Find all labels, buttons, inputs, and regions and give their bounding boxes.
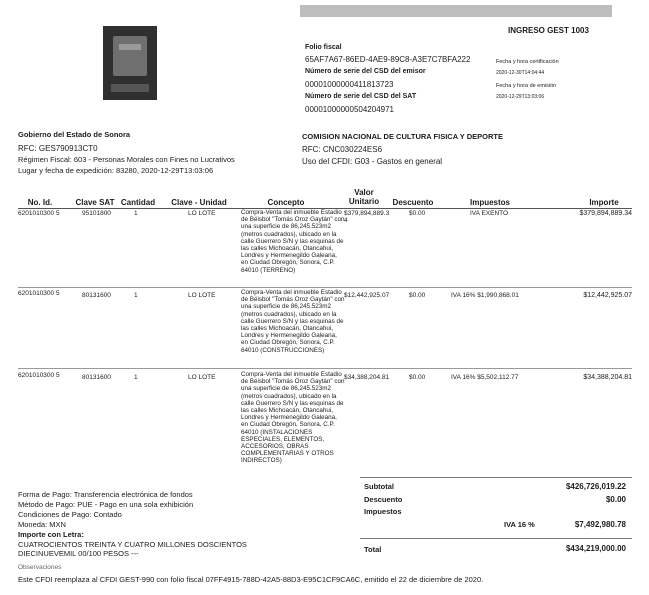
row2-clave: 80131600 (82, 292, 111, 299)
row1-impuestos: IVA EXENTO (470, 210, 509, 217)
totals-top-rule (360, 477, 632, 478)
header-bar (300, 5, 612, 17)
payment-forma: Forma de Pago: Transferencia electrónica de fondos (18, 490, 193, 499)
csd-emisor-label: Número de serie del CSD del emisor (305, 68, 426, 75)
emisor-name: Gobierno del Estado de Sonora (18, 130, 131, 139)
discount-label: Descuento (364, 495, 403, 504)
csd-sat-label: Número de serie del CSD del SAT (305, 93, 417, 100)
row1-id: 6201010300 5 (18, 210, 60, 217)
emission-label: Fecha y hora de emisión (496, 83, 557, 89)
row3-descuento: $0.00 (409, 374, 426, 381)
folio-label: Folio fiscal (305, 44, 342, 51)
row1-importe: $379,894,889.34 (579, 210, 632, 217)
row2-id: 6201010300 5 (18, 290, 60, 297)
row-divider (18, 368, 632, 369)
observations-text: Este CFDI reemplaza al CFDI GEST-990 con folio fiscal 07FF4915-788D-42A5-88D3-E95C1CF9CA6C, emitido el 22 de diciembre de 2020. (18, 575, 484, 584)
amount-in-words-label: Importe con Letra: (18, 530, 84, 539)
folio-value: 65AF7A67-86ED-4AE9-89C8-A3E7C7BFA222 (305, 55, 471, 64)
header-importe: Importe (589, 198, 619, 207)
header-cantidad: Cantidad (120, 198, 156, 207)
document-title: INGRESO GEST 1003 (508, 26, 589, 35)
header-clave-sat: Clave SAT (75, 198, 115, 207)
header-impuestos: Impuestos (469, 198, 510, 207)
payment-metodo: Método de Pago: PUE - Pago en una sola exhibición (18, 500, 194, 509)
emisor-lugar: Lugar y fecha de expedición: 83280, 2020-12-29T13:03:06 (18, 166, 214, 175)
csd-sat-value: 00001000000504204971 (305, 105, 394, 114)
row3-impuestos: IVA 16% $5,502,112.77 (451, 374, 519, 381)
totals-bottom-rule (360, 538, 632, 539)
payment-moneda: Moneda: MXN (18, 520, 66, 529)
header-valor-unitario: Valor Unitario (348, 188, 380, 206)
emission-value: 2020-12-29T13:03:06 (496, 94, 545, 100)
amount-in-words: CUATROCIENTOS TREINTA Y CUATRO MILLONES DOSCIENTOS DIECINUEVEMIL 00/100 PESOS --- (18, 540, 247, 558)
row2-descuento: $0.00 (409, 292, 426, 299)
row2-unidad: LO LOTE (188, 292, 216, 299)
row1-descuento: $0.00 (409, 210, 426, 217)
certification-value: 2020-12-30T14:04:44 (496, 70, 545, 76)
row3-id: 6201010300 5 (18, 372, 60, 379)
row-divider (18, 287, 632, 288)
row2-concepto: Compra-Venta del inmueble Estadio de Béisbol "Tomás Oroz Gaytán" con una superficie de 86,245.523m2 (metros cuadrados), ubicado en la calle Guerrero S/N y las esquinas de las calles Michoacán, Otancahui, Londres y Hermenegildo Galeana, en Ciudad Obregón, Sonora, C.P. 64010 (CONSTRUCCIONES) (241, 289, 345, 354)
row1-unidad: LO LOTE (188, 210, 216, 217)
receptor-uso: Uso del CFDI: G03 - Gastos en general (302, 157, 443, 166)
row2-importe: $12,442,925.07 (583, 292, 632, 299)
row3-concepto: Compra-Venta del inmueble Estadio de Béisbol "Tomás Oroz Gaytán" con una superficie de 86,245.523m2 (metros cuadrados), ubicado en la calle Guerrero S/N y las esquinas de las calles Michoacán, Otancahui, Londres y Hermenegildo Galeana, en Ciudad Obregón, Sonora, C.P. 64010 (INSTALACIONES ESPECIALES, ELEMENTOS, ACCESORIOS, OBRAS COMPLEMENTARIAS Y OTROS INDIRECTOS) (241, 371, 345, 465)
header-no-id: No. Id. (27, 198, 53, 207)
row3-valor: $34,388,204.81 (344, 374, 390, 381)
total-label: Total (364, 545, 382, 554)
row3-unidad: LO LOTE (188, 374, 216, 381)
emisor-regimen: Régimen Fiscal: 603 - Personas Morales con Fines no Lucrativos (18, 155, 235, 164)
row2-impuestos: IVA 16% $1,990,868.01 (451, 292, 519, 299)
state-seal-logo (103, 26, 157, 100)
header-descuento: Descuento (392, 198, 434, 207)
subtotal-value: $426,726,019.22 (565, 482, 626, 491)
row3-importe: $34,388,204.81 (583, 374, 632, 381)
discount-value: $0.00 (605, 495, 626, 504)
certification-label: Fecha y hora certificación (496, 59, 559, 65)
row1-valor: $379,894,889.3 4 (344, 210, 390, 225)
header-clave-unidad: Clave - Unidad (171, 198, 227, 207)
total-value: $434,219,000.00 (565, 544, 626, 553)
row2-cantidad: 1 (134, 292, 138, 299)
row3-cantidad: 1 (134, 374, 138, 381)
row1-cantidad: 1 (134, 210, 138, 217)
emisor-rfc: RFC: GES790913CT0 (18, 144, 98, 153)
iva-value: $7,492,980.78 (574, 520, 626, 529)
row1-concepto: Compra-Venta del inmueble Estadio de Béisbol "Tomás Oroz Gaytán" con una superficie de 86,245.523m2 (metros cuadrados), ubicado en la calle Guerrero S/N y las esquinas de las calles Michoacán, Otancahui, Londres y Hermenegildo Galeana, en Ciudad Obregón, Sonora, C.P. 64010 (TERRENO) (241, 209, 345, 274)
observations-label: Observaciones (18, 564, 62, 571)
receptor-rfc: RFC: CNC030224ES6 (302, 145, 383, 154)
taxes-label: Impuestos (364, 507, 402, 516)
subtotal-label: Subtotal (364, 482, 394, 491)
header-concepto: Concepto (267, 198, 305, 207)
payment-condiciones: Condiciones de Pago: Contado (18, 510, 122, 519)
row1-clave: 95101800 (82, 210, 111, 217)
iva-label: IVA 16 % (504, 520, 535, 529)
row2-valor: $12,442,925.07 (344, 292, 390, 299)
receptor-name: COMISION NACIONAL DE CULTURA FISICA Y DEPORTE (302, 132, 503, 141)
csd-emisor-value: 00001000000411813723 (305, 80, 394, 89)
row3-clave: 80131600 (82, 374, 111, 381)
